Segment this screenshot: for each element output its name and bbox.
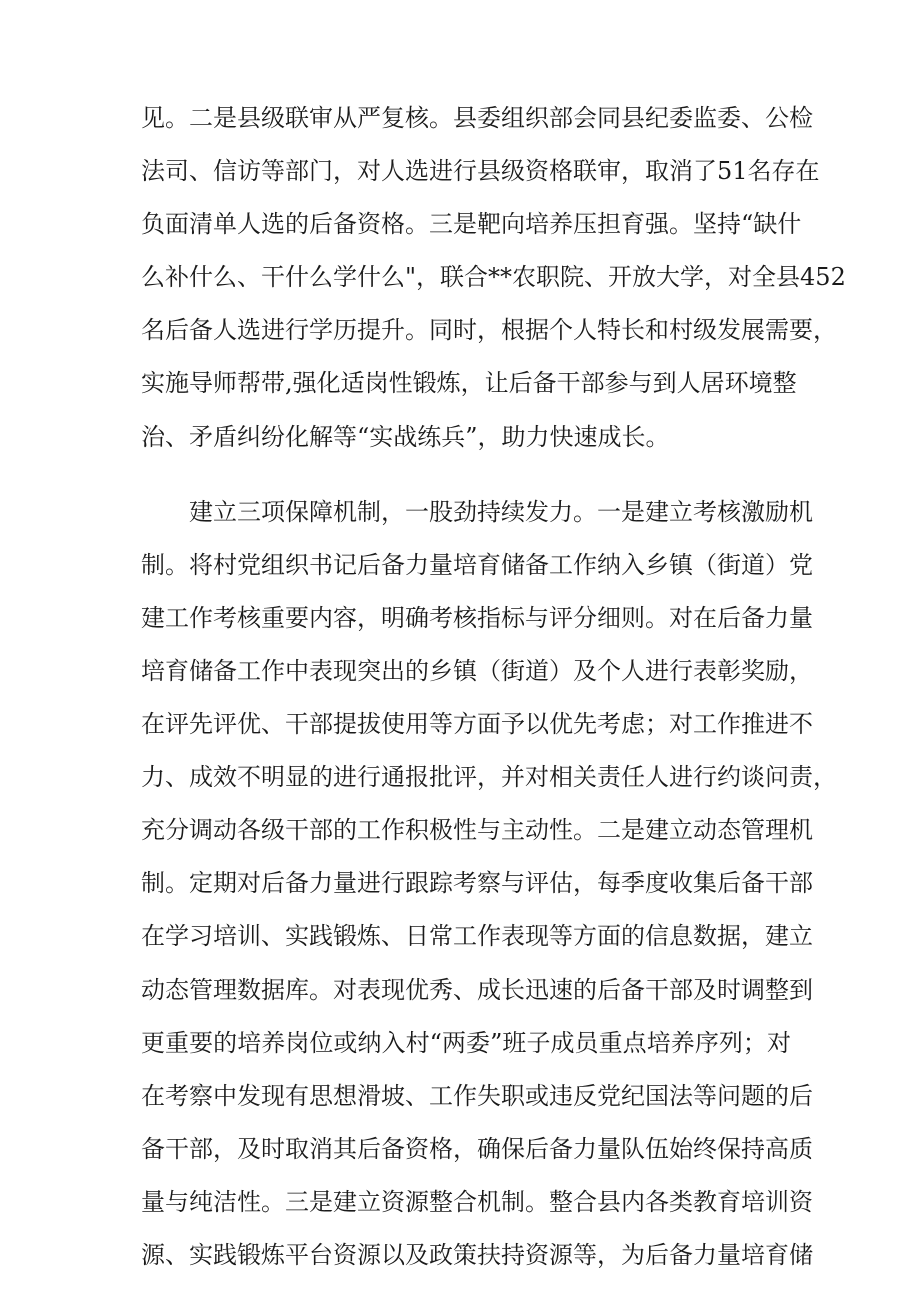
text-line: 充分调动各级干部的工作积极性与主动性。二是建立动态管理机 xyxy=(141,816,813,845)
text-line: 备干部，及时取消其后备资格，确保后备力量队伍始终保持高质 xyxy=(141,1134,813,1163)
text-line: 治、矛盾纠纷化解等“实战练兵”，助力快速成长。 xyxy=(141,422,670,451)
text-line: 见。二是县级联审从严复核。县委组织部会同县纪委监委、公检 xyxy=(141,104,813,132)
text-line: 实施导师帮带,强化适岗性锻炼，让后备干部参与到人居环境整 xyxy=(141,369,797,398)
paragraph-2 xyxy=(141,486,837,1282)
text-line: 名后备人选进行学历提升。同时，根据个人特长和村级发展需要， xyxy=(141,316,837,345)
text-line: 负面清单人选的后备资格。三是靶向培养压担育强。坚持“缺什 xyxy=(141,210,802,239)
text-line: 力、成效不明显的进行通报批评，并对相关责任人进行约谈问责， xyxy=(141,763,837,792)
text-line: 源、实践锻炼平台资源以及政策扶持资源等，为后备力量培育储 xyxy=(141,1240,813,1269)
text-line: 在学习培训、实践锻炼、日常工作表现等方面的信息数据，建立 xyxy=(141,922,813,951)
text-line: 更重要的培养岗位或纳入村“两委”班子成员重点培养序列；对 xyxy=(141,1028,791,1057)
text-line: 建立三项保障机制，一股劲持续发力。一是建立考核激励机 xyxy=(189,497,813,526)
text-line: 在考察中发现有思想滑坡、工作失职或违反党纪国法等问题的后 xyxy=(141,1081,813,1110)
text-line: 培育储备工作中表现突出的乡镇（街道）及个人进行表彰奖励， xyxy=(141,656,813,685)
paragraph-1 xyxy=(141,92,846,464)
text-line: 动态管理数据库。对表现优秀、成长迅速的后备干部及时调整到 xyxy=(141,975,813,1004)
text-line: 法司、信访等部门，对人选进行县级资格联审，取消了51名存在 xyxy=(141,157,820,186)
document-page xyxy=(141,92,846,1282)
paragraph-spacer xyxy=(141,464,791,486)
text-line: 制。将村党组织书记后备力量培育储备工作纳入乡镇（街道）党 xyxy=(141,550,813,579)
text-line: 量与纯洁性。三是建立资源整合机制。整合县内各类教育培训资 xyxy=(141,1187,813,1216)
text-line: 在评先评优、干部提拔使用等方面予以优先考虑；对工作推进不 xyxy=(141,710,813,739)
text-line: 制。定期对后备力量进行跟踪考察与评估，每季度收集后备干部 xyxy=(141,869,813,898)
text-line: 建工作考核重要内容，明确考核指标与评分细则。对在后备力量 xyxy=(141,603,813,632)
text-line: 么补什么、干什么学什么"，联合**农职院、开放大学，对全县452 xyxy=(141,263,846,292)
